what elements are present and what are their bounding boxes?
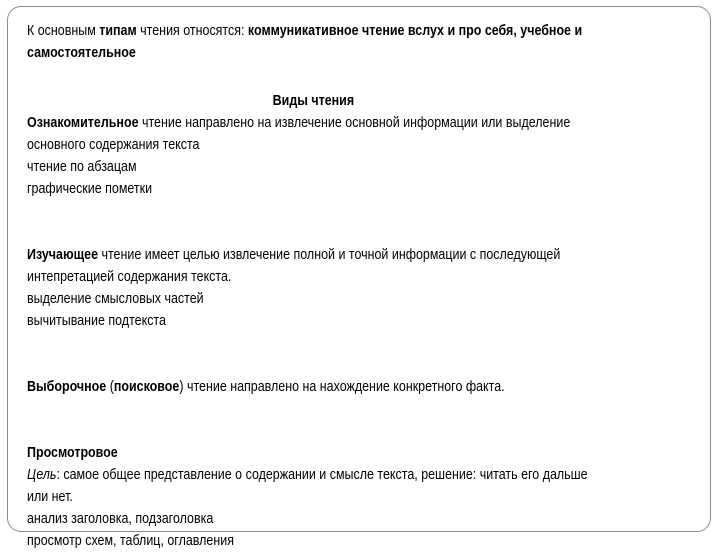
- intro-mid: чтения относятся:: [136, 23, 248, 39]
- intro-line-1: [27, 20, 693, 42]
- section-familiarizing: [27, 112, 693, 200]
- term-selective: Выборочное: [27, 379, 107, 395]
- list-item: анализ заголовка, подзаголовка: [27, 511, 214, 527]
- heading-reading-types: Виды чтения: [272, 93, 355, 109]
- section-selective: [27, 376, 693, 398]
- intro-keyword: типам: [99, 23, 137, 39]
- selective-text: ) чтение направлено на нахождение конкретного факта.: [179, 379, 505, 395]
- section-studying: [27, 244, 693, 332]
- skimming-text-cont: или нет.: [27, 489, 73, 505]
- goal-label: Цель: [27, 467, 57, 483]
- studying-text: чтение имеет целью извлечение полной и точной информации с последующей: [98, 247, 561, 263]
- term-familiarizing: Ознакомительное: [27, 115, 139, 131]
- list-item: графические пометки: [27, 181, 153, 197]
- familiarizing-text-cont: основного содержания текста: [27, 137, 200, 153]
- selective-paren: (: [106, 379, 114, 395]
- list-item: выделение смысловых частей: [27, 291, 204, 307]
- familiarizing-text: чтение направлено на извлечение основной информации или выделение: [138, 115, 571, 131]
- skimming-text: : самое общее представление о содержании и смысле текста, решение: читать его дальше: [56, 467, 588, 483]
- intro-list-cont: самостоятельное: [27, 45, 136, 61]
- term-studying: Изучающее: [27, 247, 99, 263]
- intro-pre: К основным: [27, 23, 100, 39]
- intro-list: коммуникативное чтение вслух и про себя, учебное и: [247, 23, 583, 39]
- list-item: вычитывание подтекста: [27, 313, 166, 329]
- term-search: поисковое: [113, 379, 180, 395]
- term-skimming: Просмотровое: [27, 445, 118, 461]
- list-item: просмотр схем, таблиц, оглавления: [27, 533, 234, 549]
- intro-paragraph: [27, 20, 693, 64]
- slide-content: [27, 20, 693, 552]
- studying-text-cont: интепретацией содержания текста.: [27, 269, 232, 285]
- list-item: чтение по абзацам: [27, 159, 137, 175]
- section-skimming: [27, 442, 693, 552]
